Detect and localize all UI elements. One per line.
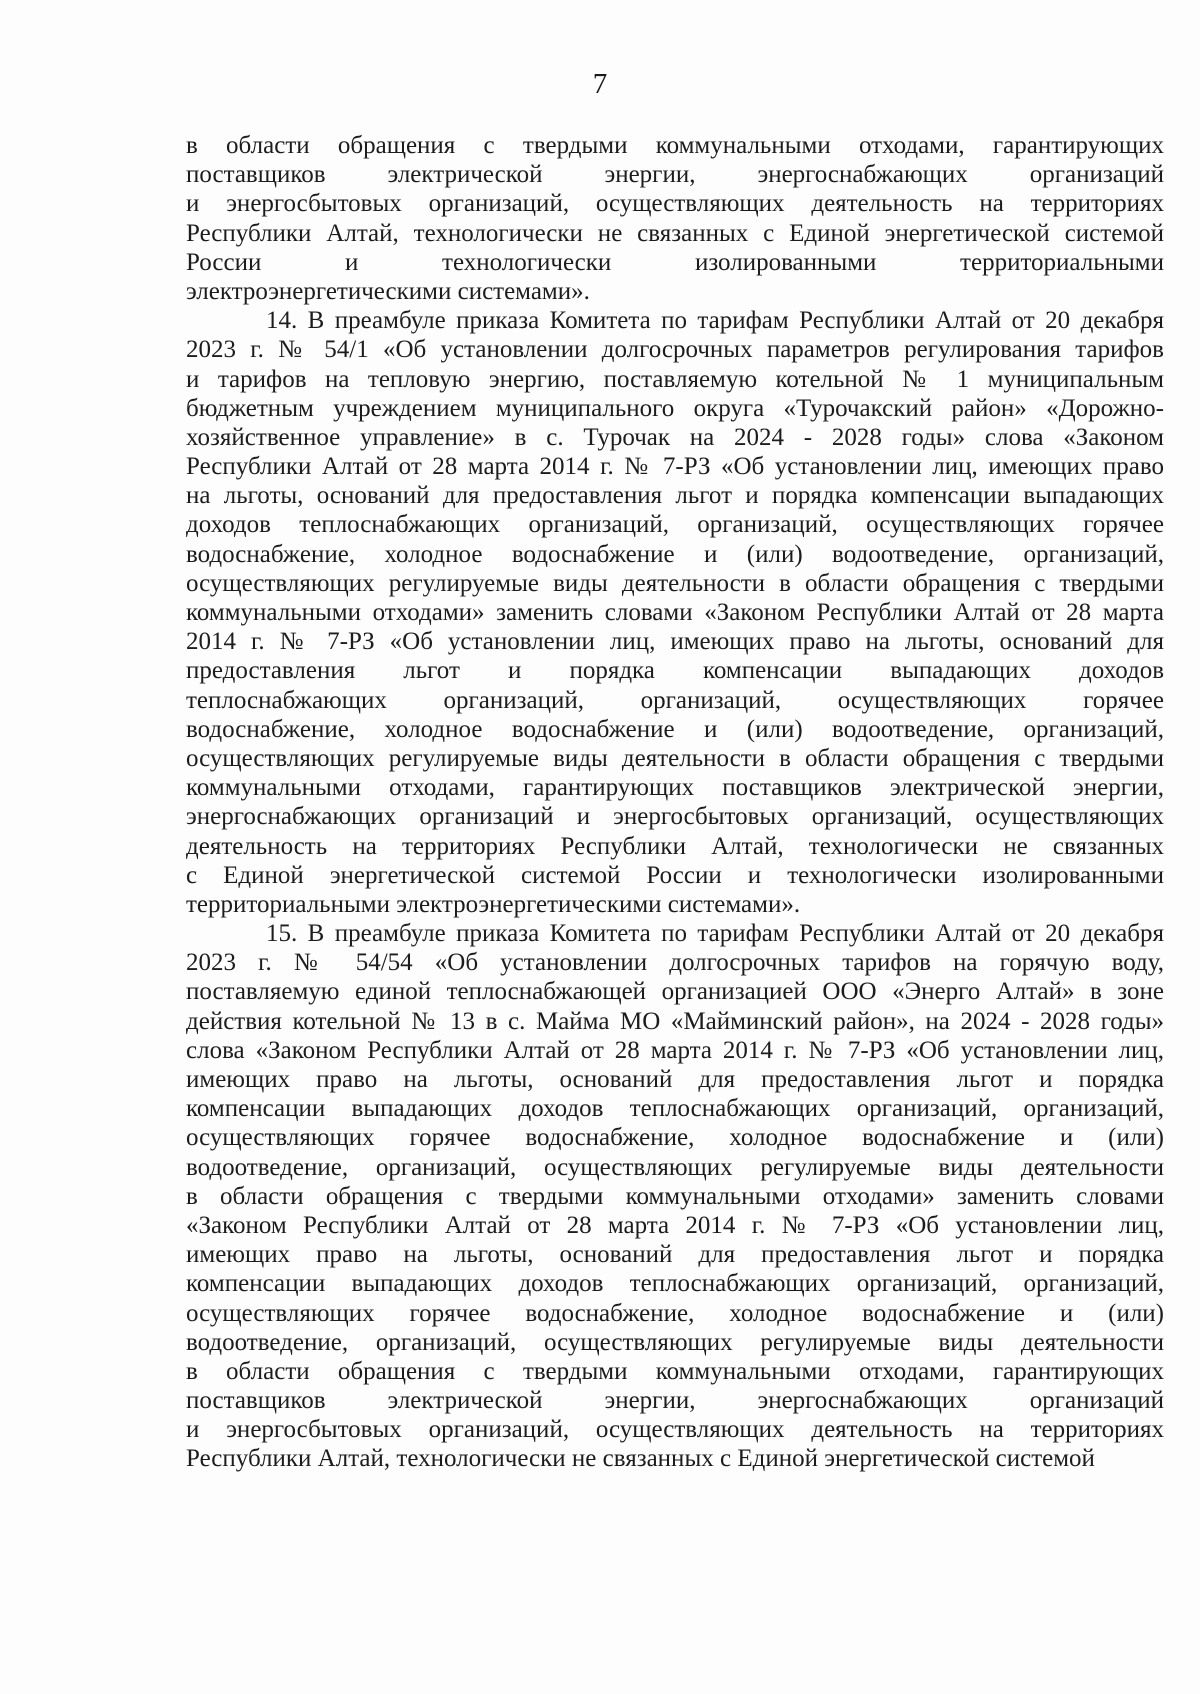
text-line: осуществляющих регулируемые виды деятельности в области обращения с твердыми — [186, 744, 1164, 772]
text-line: компенсации выпадающих доходов теплоснабжающих организаций, организаций, — [186, 1095, 1164, 1123]
text-line: в области обращения с твердыми коммунальными отходами, гарантирующих — [186, 132, 1164, 159]
text-line: Республики Алтай, технологически не связанных с Единой энергетической системой — [186, 219, 1164, 247]
text-line: Республики Алтай от 28 марта 2014 г. № 7-РЗ «Об установлении лиц, имеющих право — [186, 453, 1164, 481]
text-line: энергоснабжающих организаций и энергосбытовых организаций, осуществляющих — [186, 803, 1164, 831]
text-line: коммунальными отходами» заменить словами «Законом Республики Алтай от 28 марта — [186, 599, 1164, 626]
text-line: осуществляющих регулируемые виды деятельности в области обращения с твердыми — [186, 569, 1164, 597]
text-line: слова «Законом Республики Алтай от 28 марта 2014 г. № 7-РЗ «Об установлении лиц, — [186, 1036, 1164, 1064]
document-body — [186, 131, 1164, 1474]
text-line: осуществляющих горячее водоснабжение, холодное водоснабжение и (или) — [186, 1299, 1164, 1327]
text-line: на льготы, оснований для предоставления льгот и порядка компенсации выпадающих — [186, 482, 1164, 510]
text-line: 2023 г. № 54/1 «Об установлении долгосрочных параметров регулирования тарифов — [186, 336, 1164, 364]
text-line: России и технологически изолированными территориальными — [186, 248, 1164, 276]
text-line: водоотведение, организаций, осуществляющих регулируемые виды деятельности — [186, 1328, 1164, 1356]
text-line: 2014 г. № 7-РЗ «Об установлении лиц, имеющих право на льготы, оснований для — [186, 628, 1164, 656]
text-line: поставщиков электрической энергии, энергоснабжающих организаций — [186, 1387, 1164, 1415]
text-line: в области обращения с твердыми коммунальными отходами, гарантирующих — [186, 1357, 1164, 1385]
text-line: хозяйственное управление» в с. Турочак на 2024 - 2028 годы» слова «Законом — [186, 423, 1164, 451]
text-line: действия котельной № 13 в с. Майма МО «Майминский район», на 2024 - 2028 годы» — [186, 1007, 1164, 1035]
text-line: водоснабжение, холодное водоснабжение и (или) водоотведение, организаций, — [186, 540, 1164, 568]
text-line: компенсации выпадающих доходов теплоснабжающих организаций, организаций, — [186, 1270, 1164, 1298]
text-line: имеющих право на льготы, оснований для предоставления льгот и порядка — [186, 1241, 1164, 1269]
text-line: и тарифов на тепловую энергию, поставляемую котельной № 1 муниципальным — [186, 365, 1164, 393]
page-number: 7 — [592, 68, 608, 100]
text-line: поставщиков электрической энергии, энергоснабжающих организаций — [186, 161, 1164, 189]
text-line: «Законом Республики Алтай от 28 марта 2014 г. № 7-РЗ «Об установлении лиц, — [186, 1211, 1164, 1239]
text-line: 15. В преамбуле приказа Комитета по тарифам Республики Алтай от 20 декабря — [266, 920, 1164, 948]
text-line: водоснабжение, холодное водоснабжение и (или) водоотведение, организаций, — [186, 715, 1164, 743]
text-line: предоставления льгот и порядка компенсации выпадающих доходов — [186, 657, 1164, 685]
text-line: с Единой энергетической системой России и технологически изолированными — [186, 861, 1164, 889]
text-line: поставляемую единой теплоснабжающей организацией ООО «Энерго Алтай» в зоне — [186, 978, 1164, 1006]
text-line: территориальными электроэнергетическими системами». — [186, 890, 801, 918]
text-line: доходов теплоснабжающих организаций, организаций, осуществляющих горячее — [186, 511, 1164, 539]
text-line: и энергосбытовых организаций, осуществляющих деятельность на территориях — [186, 190, 1164, 218]
text-line: 14. В преамбуле приказа Комитета по тарифам Республики Алтай от 20 декабря — [266, 307, 1164, 335]
text-line: и энергосбытовых организаций, осуществляющих деятельность на территориях — [186, 1416, 1164, 1444]
text-line: бюджетным учреждением муниципального округа «Турочакский район» «Дорожно- — [186, 394, 1164, 422]
text-line: деятельность на территориях Республики Алтай, технологически не связанных — [186, 832, 1164, 860]
text-line: водоотведение, организаций, осуществляющих регулируемые виды деятельности — [186, 1153, 1164, 1181]
text-line: имеющих право на льготы, оснований для предоставления льгот и порядка — [186, 1066, 1164, 1093]
text-line: электроэнергетическими системами». — [186, 277, 590, 305]
text-line: в области обращения с твердыми коммунальными отходами» заменить словами — [186, 1182, 1164, 1210]
text-line: коммунальными отходами, гарантирующих поставщиков электрической энергии, — [186, 774, 1164, 802]
text-line: 2023 г. № 54/54 «Об установлении долгосрочных тарифов на горячую воду, — [186, 949, 1164, 977]
text-line: Республики Алтай, технологически не связанных с Единой энергетической системой — [186, 1445, 1095, 1473]
text-line: осуществляющих горячее водоснабжение, холодное водоснабжение и (или) — [186, 1124, 1164, 1152]
text-line: теплоснабжающих организаций, организаций, осуществляющих горячее — [186, 686, 1164, 714]
